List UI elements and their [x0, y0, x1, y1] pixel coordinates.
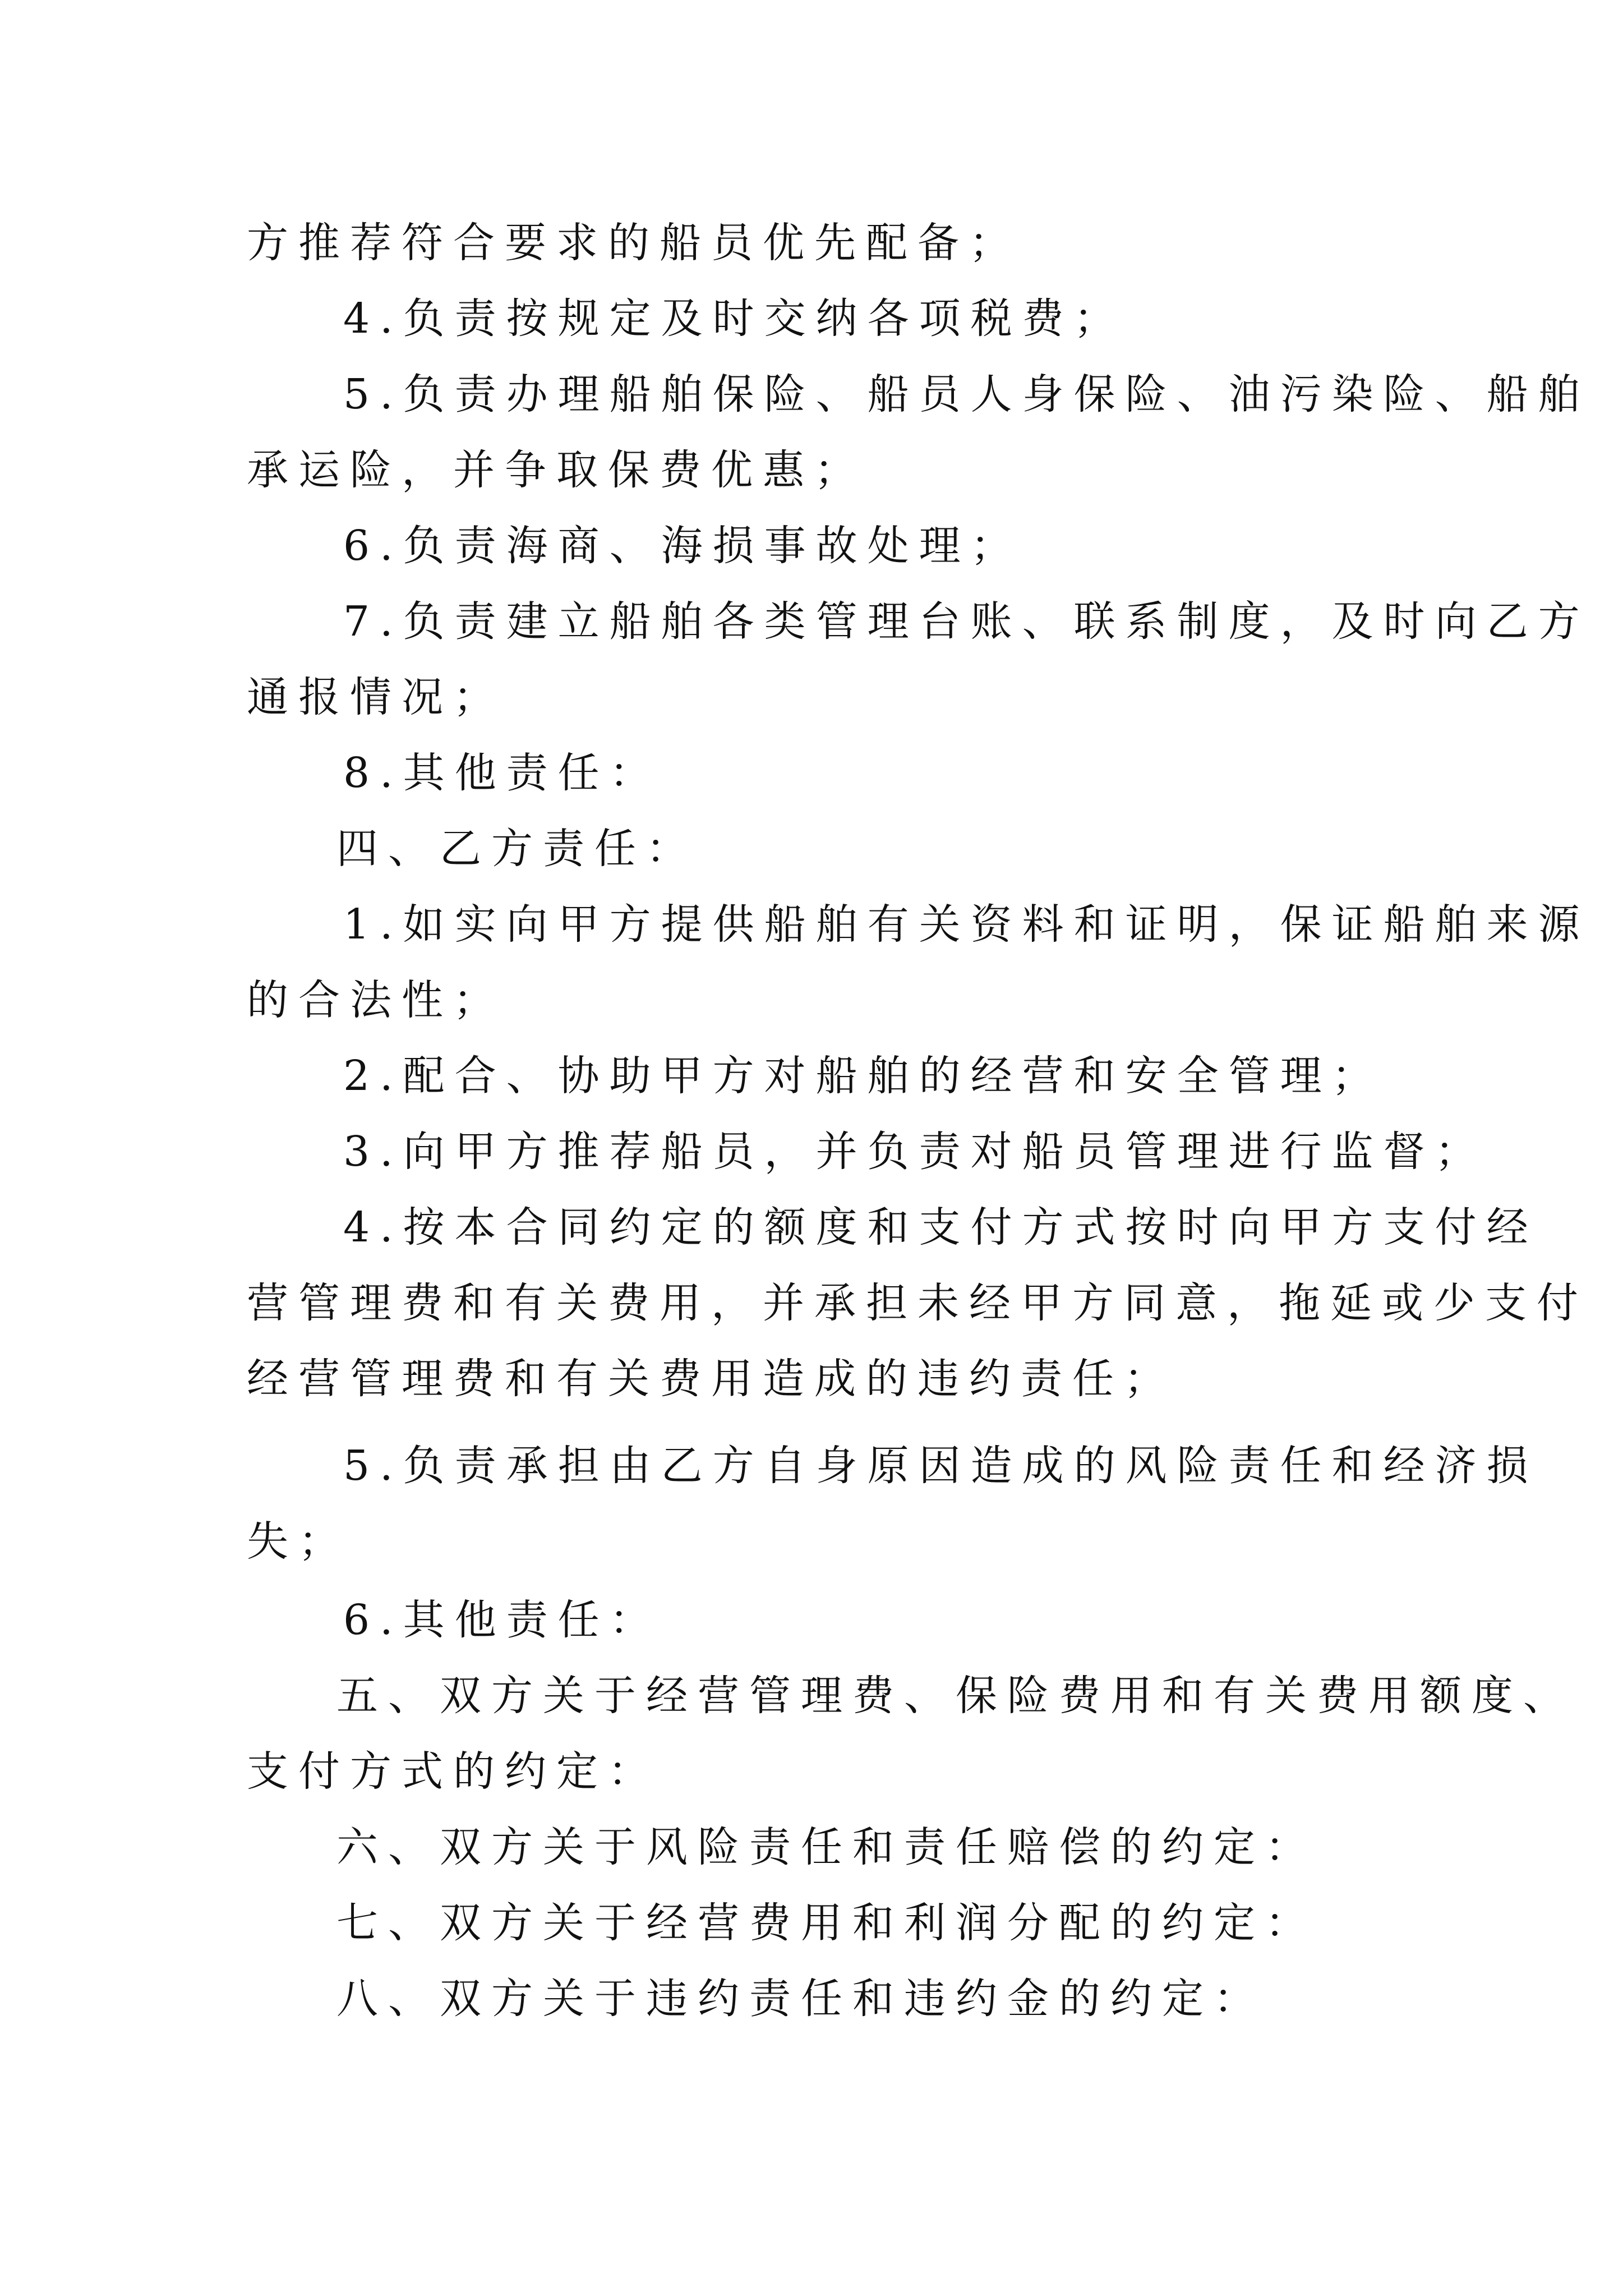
- text-line: 6.其他责任：: [343, 1596, 661, 1644]
- text-line: 失；: [247, 1517, 350, 1566]
- section-heading: 八、双方关于违约责任和违约金的约定：: [336, 1975, 1265, 2023]
- text-line: 5.负责承担由乙方自身原因造成的风险责任和经济损: [343, 1442, 1538, 1490]
- text-line: 1.如实向甲方提供船舶有关资料和证明，保证船舶来源: [343, 900, 1590, 949]
- text-line: 5.负责办理船舶保险、船员人身保险、油污染险、船舶: [343, 370, 1590, 418]
- section-heading: 四、乙方责任：: [336, 825, 698, 873]
- text-line: 4.按本合同约定的额度和支付方式按时向甲方支付经: [343, 1203, 1538, 1251]
- text-line: 方推荐符合要求的船员优先配备；: [247, 219, 1021, 267]
- text-line: 2.配合、协助甲方对船舶的经营和安全管理；: [343, 1052, 1384, 1100]
- section-heading: 五、双方关于经营管理费、保险费用和有关费用额度、: [336, 1672, 1575, 1720]
- text-line: 通报情况；: [247, 673, 505, 721]
- section-heading: 七、双方关于经营费用和利润分配的约定：: [336, 1899, 1317, 1947]
- text-line: 6.负责海商、海损事故处理；: [343, 522, 1022, 570]
- text-line: 7.负责建立船舶各类管理台账、联系制度，及时向乙方: [343, 597, 1590, 646]
- section-heading: 六、双方关于风险责任和责任赔偿的约定：: [336, 1823, 1317, 1871]
- text-line: 8.其他责任：: [343, 749, 661, 797]
- text-line: 经营管理费和有关费用造成的违约责任；: [247, 1355, 1175, 1403]
- text-line: 4.负责按规定及时交纳各项税费；: [343, 295, 1126, 343]
- text-line: 承运险，并争取保费优惠；: [247, 446, 866, 494]
- text-line: 支付方式的约定：: [247, 1747, 660, 1796]
- text-line: 的合法性；: [247, 976, 505, 1024]
- text-line: 营管理费和有关费用，并承担未经甲方同意，拖延或少支付: [247, 1279, 1588, 1327]
- text-line: 3.向甲方推荐船员，并负责对船员管理进行监督；: [343, 1128, 1487, 1176]
